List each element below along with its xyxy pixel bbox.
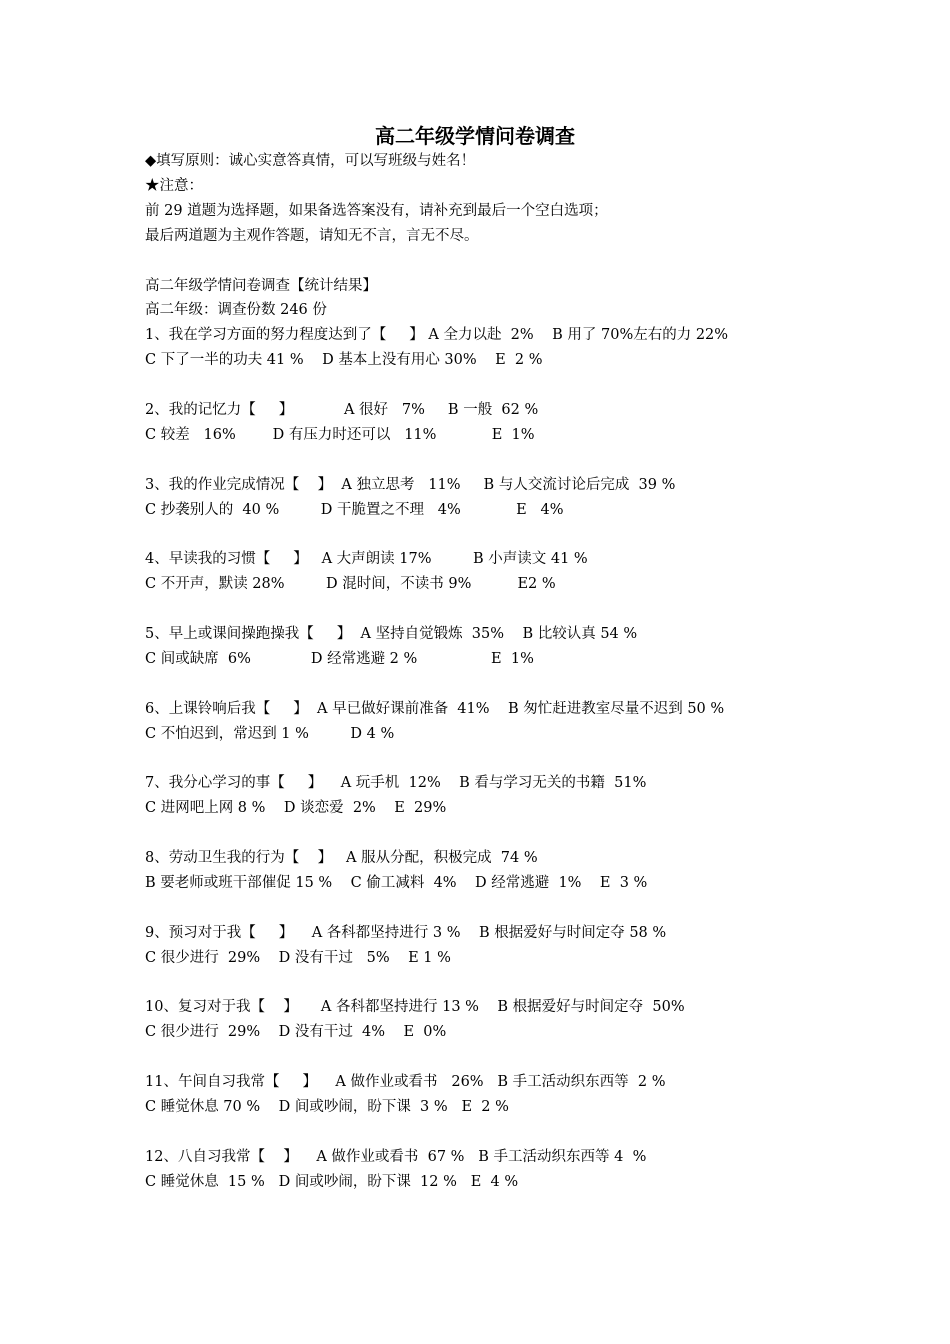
question-7-line1: 7、我分心学习的事【 】 A 玩手机 12% B 看与学习无关的书籍 51% xyxy=(145,775,647,791)
question-5-line2: C 间或缺席 6% D 经常逃避 2 % E 1% xyxy=(145,651,534,667)
question-11-line1: 11、午间自习我常【 】 A 做作业或看书 26% B 手工活动织东西等 2 % xyxy=(145,1074,666,1090)
question-4-line2: C 不开声，默读 28% D 混时间，不读书 9% E2 % xyxy=(145,576,556,592)
question-1-line1: 1、我在学习方面的努力程度达到了【 】 A 全力以赴 2% B 用了 70%左右的力 22% xyxy=(145,327,729,343)
question-1-line2: C 下了一半的功夫 41 % D 基本上没有用心 30% E 2 % xyxy=(145,352,543,368)
results-header: 高二年级学情问卷调查【统计结果】 xyxy=(145,278,377,294)
intro-note-subjective: 最后两道题为主观作答题，请知无不言，言无不尽。 xyxy=(145,228,479,244)
question-12-line2: C 睡觉休息 15 % D 间或吵闹，盼下课 12 % E 4 % xyxy=(145,1174,519,1190)
question-6-line1: 6、上课铃响后我【 】 A 早已做好课前准备 41% B 匆忙赶进教室尽量不迟到 50 % xyxy=(145,701,725,717)
question-10-line2: C 很少进行 29% D 没有干过 4% E 0% xyxy=(145,1024,447,1040)
page-title: 高二年级学情问卷调查 xyxy=(375,124,575,148)
intro-notice: ★注意： xyxy=(145,178,203,194)
question-3-line1: 3、我的作业完成情况【 】 A 独立思考 11% B 与人交流讨论后完成 39 % xyxy=(145,477,676,493)
intro-principle: ◆填写原则：诚心实意答真情，可以写班级与姓名！ xyxy=(145,153,476,169)
question-5-line1: 5、早上或课间操跑操我【 】 A 坚持自觉锻炼 35% B 比较认真 54 % xyxy=(145,626,638,642)
question-8-line1: 8、劳动卫生我的行为【 】 A 服从分配，积极完成 74 % xyxy=(145,850,538,866)
question-4-line1: 4、早读我的习惯【 】 A 大声朗读 17% B 小声读文 41 % xyxy=(145,551,588,567)
sample-info: 高二年级：调查份数 246 份 xyxy=(145,302,327,318)
question-2-line2: C 较差 16% D 有压力时还可以 11% E 1% xyxy=(145,427,535,443)
question-9-line2: C 很少进行 29% D 没有干过 5% E 1 % xyxy=(145,950,451,966)
question-12-line1: 12、八自习我常【 】 A 做作业或看书 67 % B 手工活动织东西等 4 % xyxy=(145,1149,647,1165)
question-3-line2: C 抄袭别人的 40 % D 干脆置之不理 4% E 4% xyxy=(145,502,564,518)
question-11-line2: C 睡觉休息 70 % D 间或吵闹，盼下课 3 % E 2 % xyxy=(145,1099,509,1115)
question-10-line1: 10、复习对于我【 】 A 各科都坚持进行 13 % B 根据爱好与时间定夺 50% xyxy=(145,999,685,1015)
question-6-line2: C 不怕迟到，常迟到 1 % D 4 % xyxy=(145,726,395,742)
question-9-line1: 9、预习对于我【 】 A 各科都坚持进行 3 % B 根据爱好与时间定夺 58 % xyxy=(145,925,667,941)
question-8-line2: B 要老师或班干部催促 15 % C 偷工减料 4% D 经常逃避 1% E 3 % xyxy=(145,875,648,891)
question-2-line1: 2、我的记忆力【 】 A 很好 7% B 一般 62 % xyxy=(145,402,539,418)
question-7-line2: C 进网吧上网 8 % D 谈恋爱 2% E 29% xyxy=(145,800,447,816)
intro-note-choice: 前 29 道题为选择题，如果备选答案没有，请补充到最后一个空白选项； xyxy=(145,203,608,219)
